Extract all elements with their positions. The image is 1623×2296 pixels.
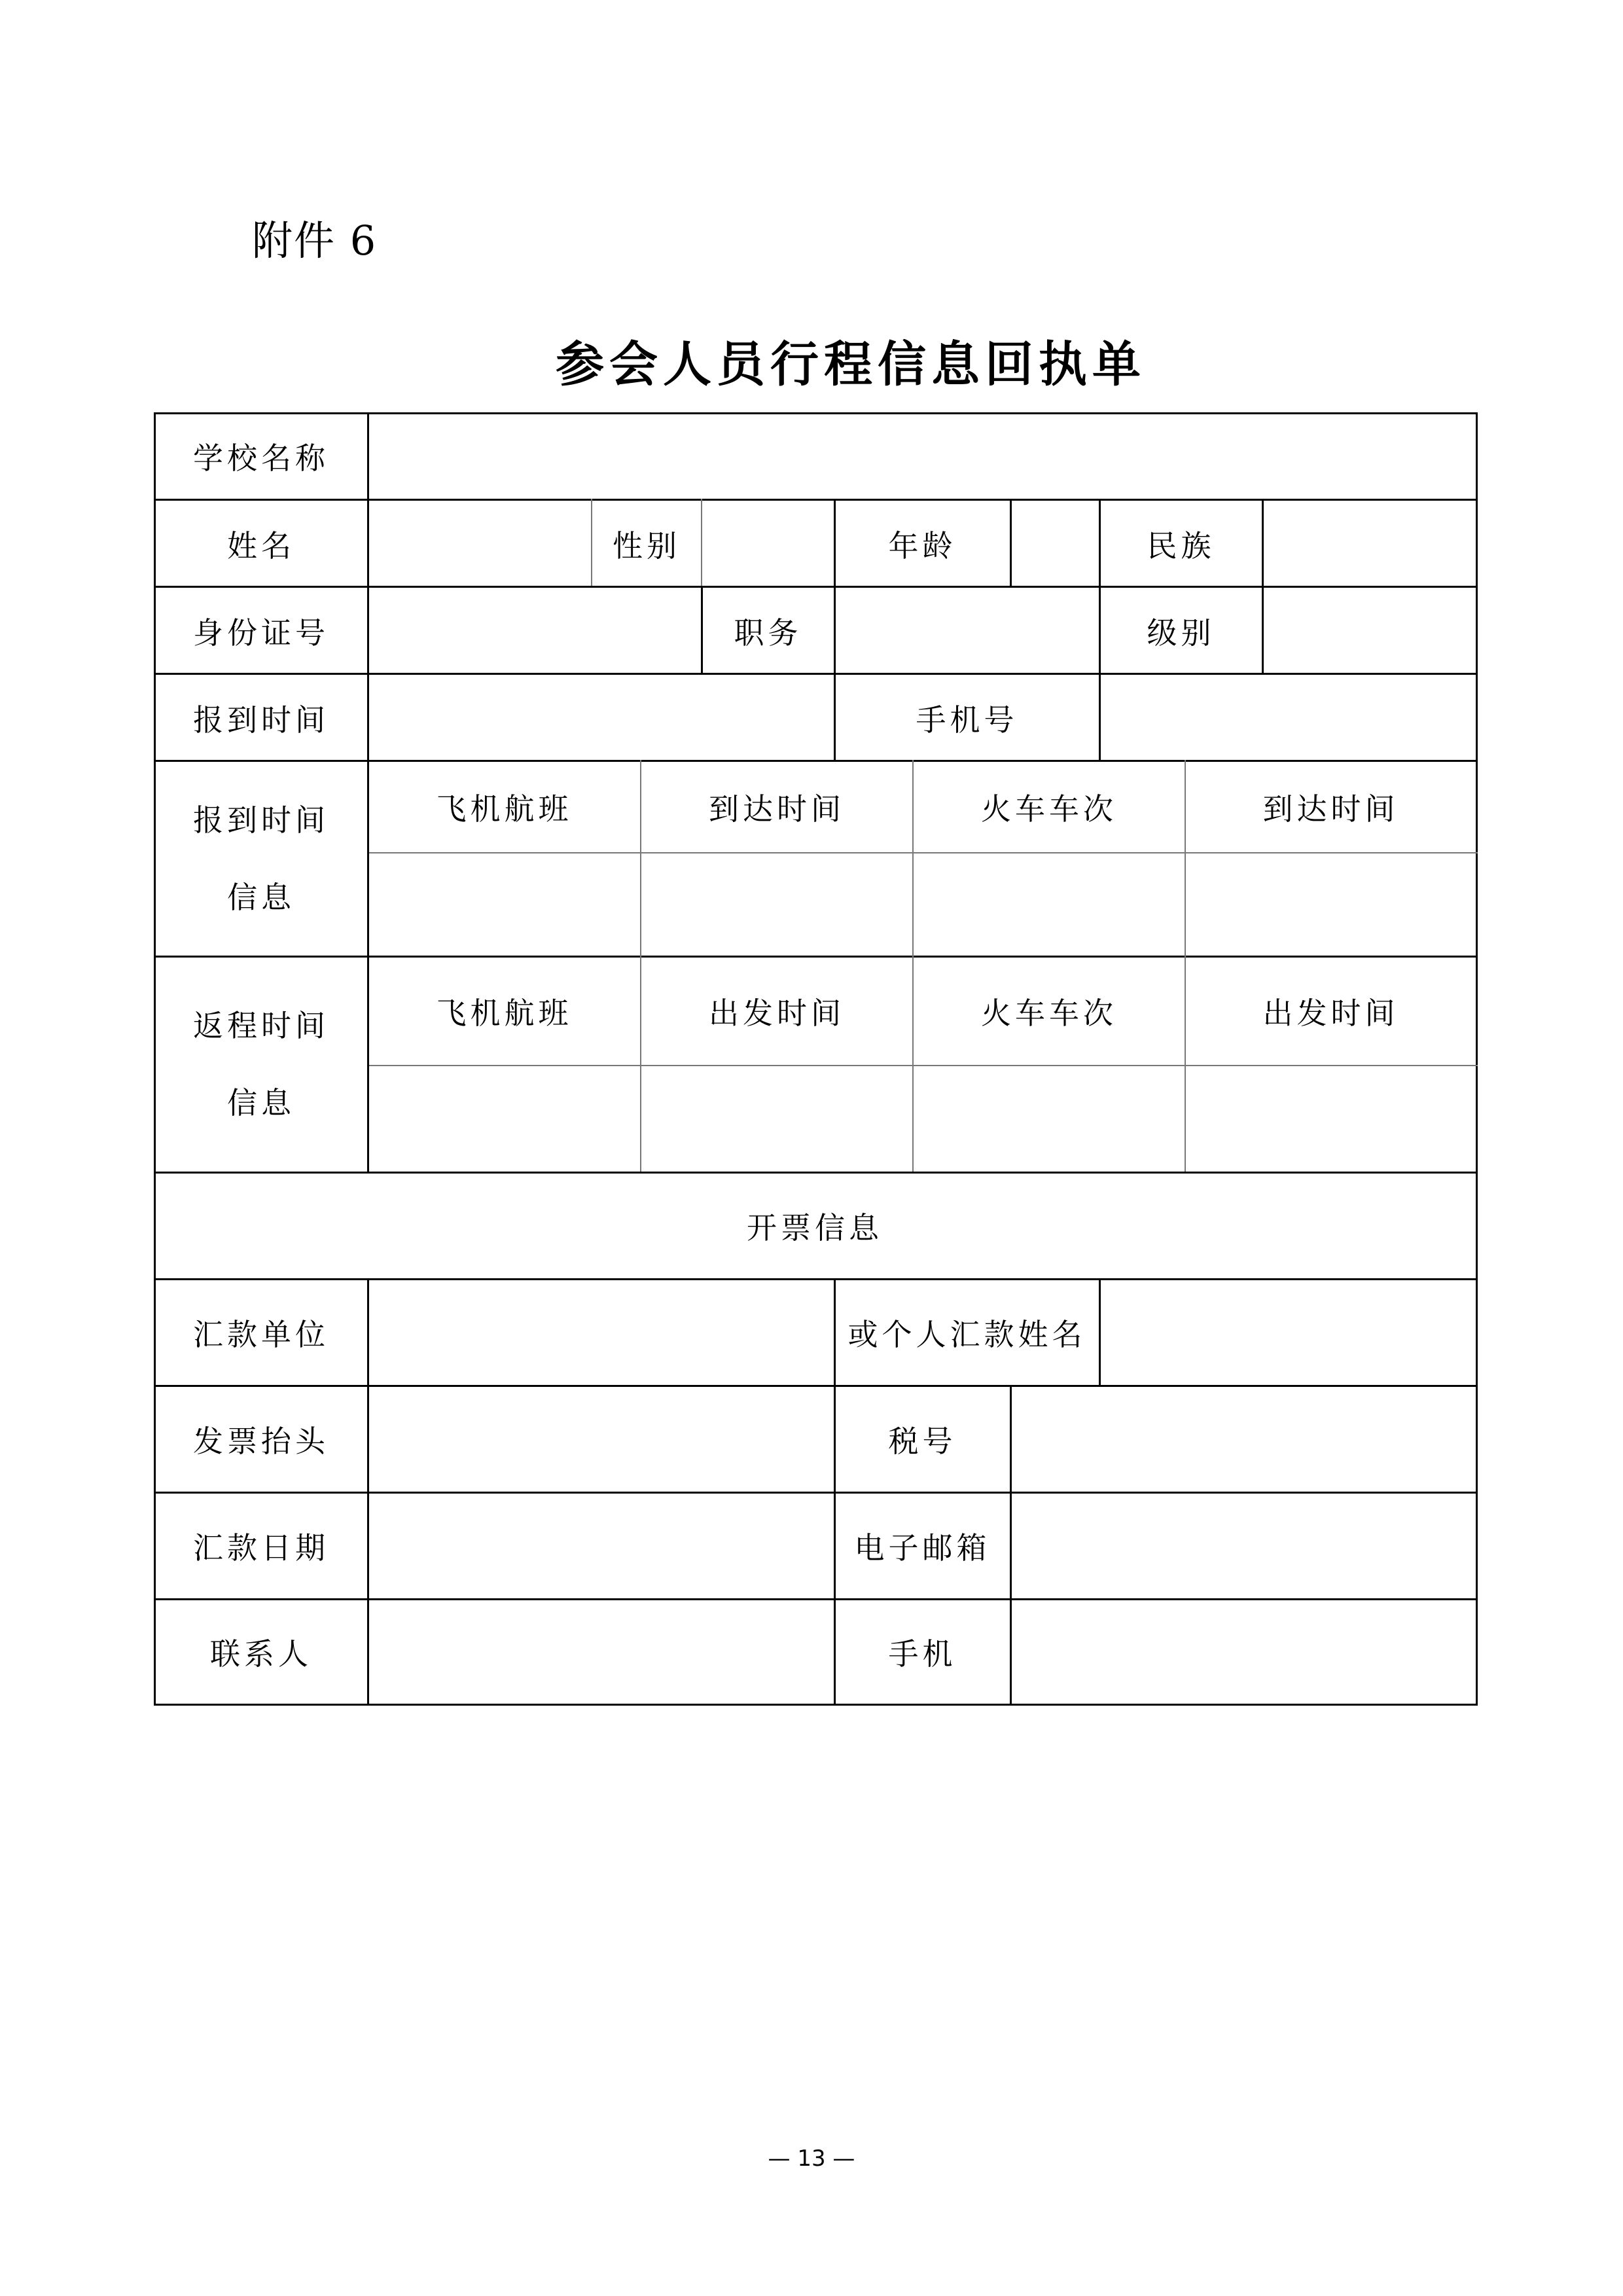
field-invoice-title[interactable]: [368, 1386, 834, 1492]
label-checkin-time: 报到时间: [193, 702, 329, 738]
header-return-train: 火车车次: [981, 995, 1117, 1031]
label-gender: 性别: [613, 528, 681, 564]
label-email: 电子邮箱: [854, 1530, 991, 1566]
label-position: 职务: [734, 615, 802, 651]
field-name[interactable]: [368, 500, 591, 587]
field-contact[interactable]: [368, 1600, 834, 1704]
field-mobile[interactable]: [1011, 1600, 1476, 1704]
attachment-label: 附件 6: [252, 217, 378, 264]
label-name: 姓名: [227, 528, 295, 564]
label-mobile: 手机: [888, 1636, 957, 1672]
section-invoice-info: 开票信息: [747, 1210, 883, 1246]
label-phone-number: 手机号: [916, 702, 1018, 738]
label-return-info-line1: 返程时间: [193, 1008, 329, 1043]
field-tax-number[interactable]: [1011, 1386, 1476, 1492]
label-rank: 级别: [1147, 615, 1215, 651]
field-email[interactable]: [1011, 1493, 1476, 1598]
label-ethnicity: 民族: [1147, 528, 1215, 564]
label-arrival-info-line1: 报到时间: [193, 802, 329, 838]
field-arrival-time-flight[interactable]: [641, 853, 912, 956]
header-depart-time-flight: 出发时间: [709, 995, 845, 1031]
header-arrival-flight: 飞机航班: [436, 791, 573, 827]
label-remit-unit: 汇款单位: [193, 1316, 329, 1352]
field-school-name[interactable]: [368, 412, 1476, 500]
field-remit-date[interactable]: [368, 1493, 834, 1598]
header-depart-time-train: 出发时间: [1262, 995, 1399, 1031]
field-arrival-time-train[interactable]: [1186, 853, 1476, 956]
field-age[interactable]: [1011, 500, 1099, 587]
header-return-flight: 飞机航班: [436, 995, 573, 1031]
field-arrival-flight[interactable]: [368, 853, 640, 956]
field-position[interactable]: [835, 587, 1099, 674]
label-return-info-line2: 信息: [227, 1085, 295, 1121]
field-personal-remit-name[interactable]: [1100, 1280, 1476, 1385]
field-id-number[interactable]: [368, 587, 701, 674]
field-rank[interactable]: [1263, 587, 1476, 674]
label-school-name: 学校名称: [193, 440, 329, 476]
field-remit-unit[interactable]: [368, 1280, 834, 1385]
label-arrival-info-line2: 信息: [227, 879, 295, 915]
label-contact: 联系人: [210, 1636, 312, 1672]
label-age: 年龄: [888, 528, 957, 564]
field-arrival-train[interactable]: [914, 853, 1185, 956]
label-invoice-title: 发票抬头: [193, 1423, 329, 1459]
itinerary-form-table: [154, 412, 1478, 1706]
field-depart-time-train[interactable]: [1186, 1066, 1476, 1172]
label-arrival-info: [154, 761, 368, 956]
field-ethnicity[interactable]: [1263, 500, 1476, 587]
label-tax-number: 税号: [888, 1423, 957, 1459]
page-title: 参会人员行程信息回执单: [556, 336, 1146, 393]
header-arrival-train: 火车车次: [981, 791, 1117, 827]
field-depart-time-flight[interactable]: [641, 1066, 912, 1172]
label-remit-date: 汇款日期: [193, 1530, 329, 1566]
field-checkin-time[interactable]: [368, 674, 834, 761]
field-gender[interactable]: [702, 500, 834, 587]
page-number: — 13 —: [768, 2145, 855, 2172]
header-arrival-time-train: 到达时间: [1262, 791, 1399, 827]
label-return-info: [154, 957, 368, 1172]
header-arrival-time-flight: 到达时间: [709, 791, 845, 827]
field-phone-number[interactable]: [1100, 674, 1476, 761]
field-return-flight[interactable]: [368, 1066, 640, 1172]
field-return-train[interactable]: [914, 1066, 1185, 1172]
label-id-number: 身份证号: [193, 615, 329, 651]
label-personal-remit-name: 或个人汇款姓名: [847, 1316, 1086, 1352]
